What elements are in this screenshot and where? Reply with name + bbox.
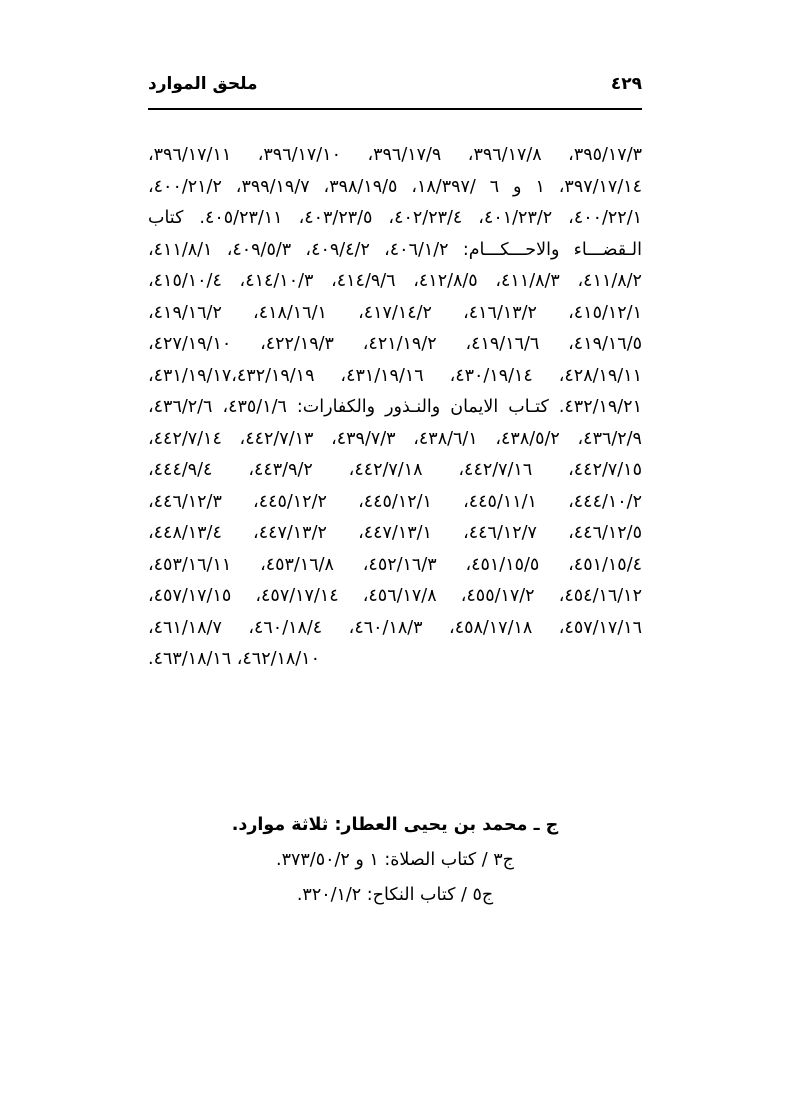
page-number: ٤٢٩: [610, 74, 642, 94]
reference-line: ٤٤٦/١٢/٥، ٤٤٦/١٢/٧، ٤٤٧/١٣/١، ٤٤٧/١٣/٢، ٤٤٨/١٣/٤،: [148, 523, 642, 543]
reference-line: ٤٤٢/٧/١٥، ٤٤٢/٧/١٦، ٤٤٢/٧/١٨، ٤٤٣/٩/٢، ٤٤٤/٩/٤،: [148, 460, 642, 480]
entry-line: ج٣ / كتاب الصلاة: ١ و ٣٧٣/٥٠/٢.: [276, 850, 514, 870]
reference-line: ٤٠٠/٢٢/١، ٤٠١/٢٣/٢، ٤٠٢/٢٣/٤، ٤٠٣/٢٣/٥، ٤٠٥/٢٣/١١. كتاب: [148, 208, 643, 228]
reference-line: ٤٣٢/١٩/٢١. كتـاب الايمان والنـذور والكفارات: ٤٣٥/١/٦، ٤٣٦/٢/٦،: [148, 397, 642, 417]
entry-line: ج٥ / كتاب النكاح: ٣٢٠/١/٢.: [296, 885, 494, 905]
entry-block: [148, 808, 642, 913]
reference-line: ٤٣٦/٢/٩، ٤٣٨/٥/٢، ٤٣٨/٦/١، ٤٣٩/٧/٣، ٤٤٢/٧/١٣، ٤٤٢/٧/١٤،: [148, 428, 642, 449]
reference-line: ٤٥٧/١٧/١٦، ٤٥٨/١٧/١٨، ٤٦٠/١٨/٣، ٤٦٠/١٨/٤، ٤٦١/١٨/٧،: [148, 617, 643, 638]
reference-line: ٤٦٢/١٨/١٠، ٤٦٣/١٨/١٦.: [148, 649, 320, 669]
reference-line: ٣٩٥/١٧/٣، ٣٩٦/١٧/٨، ٣٩٦/١٧/٩، ٣٩٦/١٧/١٠، ٣٩٦/١٧/١١،: [148, 145, 643, 165]
reference-line: ٤١٥/١٢/١، ٤١٦/١٣/٢، ٤١٧/١٤/٢، ٤١٨/١٦/١، ٤١٩/١٦/٢،: [148, 302, 642, 323]
header-title: ملحق الموارد: [148, 74, 258, 94]
reference-line: ٤٢٨/١٩/١١، ٤٣٠/١٩/١٤، ٤٣١/١٩/١٦، ٤٣١/١٩/١٧،٤٣٢/١٩/١٩،: [148, 365, 642, 386]
reference-line: ٤١٩/١٦/٥، ٤١٩/١٦/٦، ٤٢١/١٩/٢، ٤٢٢/١٩/٣، ٤٢٧/١٩/١٠،: [148, 334, 642, 354]
reference-line: الـقضـــاء والاحـــكـــام: ٤٠٦/١/٢، ٤٠٩/٤/٢، ٤٠٩/٥/٣، ٤١١/٨/١،: [148, 239, 642, 260]
reference-line: ٤١١/٨/٢، ٤١١/٨/٣، ٤١٢/٨/٥، ٤١٤/٩/٦، ٤١٤/١٠/٣، ٤١٥/١٠/٤،: [148, 271, 642, 291]
reference-line: ٤٤٤/١٠/٢، ٤٤٥/١١/١، ٤٤٥/١٢/١، ٤٤٥/١٢/٢، ٤٤٦/١٢/٣،: [148, 491, 642, 512]
reference-line: ٤٥١/١٥/٤، ٤٥١/١٥/٥، ٤٥٢/١٦/٣، ٤٥٣/١٦/٨، ٤٥٣/١٦/١١،: [148, 554, 642, 575]
reference-line: ٣٩٧/١٧/١٤، ١ و ٦ /١٨/٣٩٧، ٣٩٨/١٩/٥، ٣٩٩/١٩/٧، ٤٠٠/٢١/٢،: [148, 176, 643, 197]
entry-heading: ج ـ محمد بن يحيى العطار: ثلاثة موارد.: [231, 815, 559, 835]
header-divider: [148, 108, 642, 110]
reference-list: [148, 140, 642, 676]
page-header: [148, 74, 642, 94]
reference-line: ٤٥٤/١٦/١٢، ٤٥٥/١٧/٢، ٤٥٦/١٧/٨، ٤٥٧/١٧/١٤، ٤٥٧/١٧/١٥،: [148, 586, 642, 606]
